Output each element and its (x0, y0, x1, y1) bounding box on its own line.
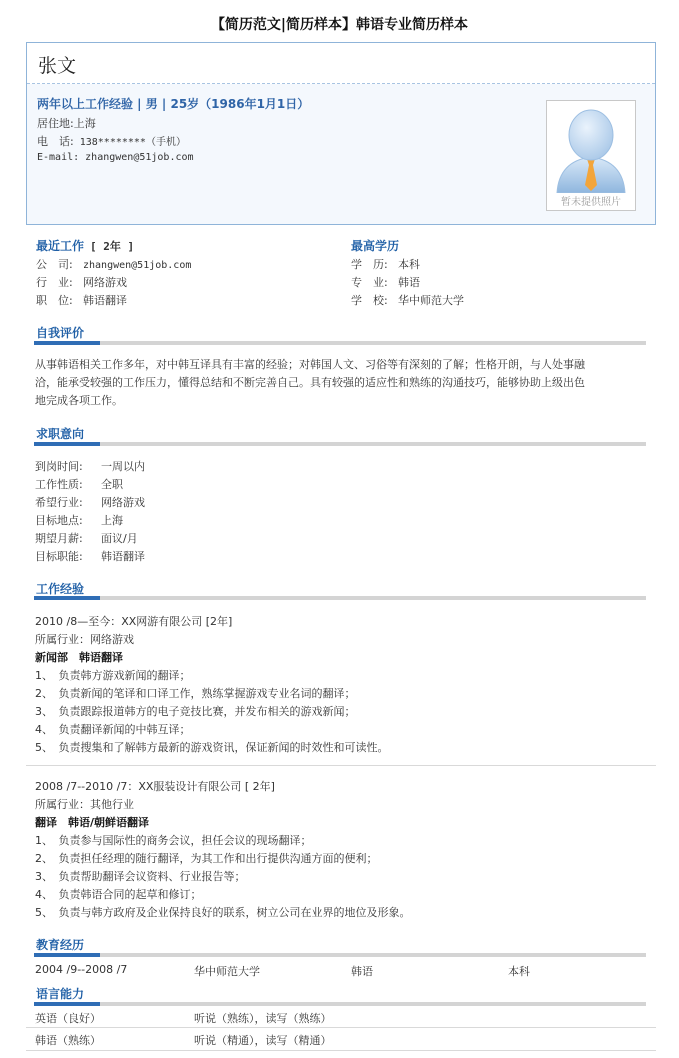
profile-summary: 两年以上工作经验 | 男 | 25岁（1986年1月1日） (37, 97, 310, 111)
residence-value: 上海 (73, 117, 96, 130)
job-duty: 5、 负责与韩方政府及企业保持良好的联系，树立公司在业界的地位及形象。 (35, 906, 411, 919)
language-name: 韩语（熟练） (35, 1034, 101, 1047)
job-duty: 4、 负责翻译新闻的中韩互译； (35, 723, 191, 736)
phone-label: 电 话: (37, 135, 74, 148)
intent-row: 目标地点: 上海 (35, 514, 123, 527)
section-divider (34, 442, 646, 446)
recent-work-heading: 最近工作 [ 2年 ] (36, 239, 135, 253)
job-duty: 1、 负责参与国际性的商务会议，担任会议的现场翻译； (35, 834, 312, 847)
job-department: 翻译 韩语/朝鲜语翻译 (35, 816, 150, 829)
language-skill: 听说（精通），读写（精通） (194, 1034, 332, 1047)
section-divider (34, 1002, 646, 1006)
school-row: 学 校: 华中师范大学 (351, 294, 464, 307)
highest-education-heading: 最高学历 (351, 239, 400, 253)
job-intent-heading: 求职意向 (36, 427, 85, 441)
intent-row: 希望行业: 网络游戏 (35, 496, 145, 509)
major-row: 专 业: 韩语 (351, 276, 420, 289)
photo-caption: 暂未提供照片 (561, 197, 621, 208)
profile-photo-placeholder (546, 100, 636, 211)
candidate-name: 张文 (38, 55, 77, 77)
job-period: 2008 /7--2010 /7：XX服装设计有限公司 [ 2年] (35, 780, 275, 793)
job-duty: 4、 负责韩语合同的起草和修订； (35, 888, 202, 901)
profile-card (26, 42, 656, 225)
section-divider (34, 953, 646, 957)
language-separator (26, 1050, 656, 1051)
section-divider (34, 341, 646, 345)
language-heading: 语言能力 (36, 987, 85, 1001)
edu-period: 2004 /9--2008 /7 (35, 963, 128, 976)
job-duty: 3、 负责帮助翻译会议资料、行业报告等； (35, 870, 246, 883)
edu-major: 韩语 (351, 965, 373, 978)
recent-position-row: 职 位: 韩语翻译 (36, 294, 127, 307)
intent-row: 目标职能: 韩语翻译 (35, 550, 145, 563)
job-duty: 5、 负责搜集和了解韩方最新的游戏资讯，保证新闻的时效性和可读性。 (35, 741, 389, 754)
language-separator (26, 1027, 656, 1028)
email-value[interactable]: zhangwen@51job.com (85, 152, 194, 163)
phone-row (37, 133, 186, 149)
work-exp-heading: 工作经验 (36, 582, 85, 596)
email-row (37, 152, 194, 163)
phone-value: 138********（手机） (79, 137, 186, 148)
job-department: 新闻部 韩语翻译 (35, 651, 123, 664)
profile-header (27, 43, 655, 84)
page-title: 【简历范文|简历样本】韩语专业简历样本 (210, 17, 469, 33)
degree-row: 学 历: 本科 (351, 258, 420, 271)
job-duty: 2、 负责担任经理的随行翻译，为其工作和出行提供沟通方面的便利； (35, 852, 378, 865)
job-period: 2010 /8—至今：XX网游有限公司 [2年] (35, 615, 233, 628)
language-skill: 听说（熟练），读写（熟练） (194, 1012, 332, 1025)
recent-industry-row: 行 业: 网络游戏 (36, 276, 127, 289)
job-duty: 3、 负责跟踪报道韩方的电子竞技比赛，并发布相关的游戏新闻； (35, 705, 356, 718)
recent-company-row: 公 司: zhangwen@51job.com (36, 258, 192, 271)
job-industry: 所属行业：网络游戏 (35, 633, 134, 646)
self-eval-heading: 自我评价 (36, 326, 85, 340)
edu-school: 华中师范大学 (194, 965, 260, 978)
self-eval-line: 洽，能承受较强的工作压力，懂得总结和不断完善自己。具有较强的适应性和熟练的沟通技巧，能够协助上级出色 (35, 376, 585, 389)
job-duty: 1、 负责韩方游戏新闻的翻译； (35, 669, 191, 682)
job-separator (26, 765, 656, 766)
edu-degree: 本科 (508, 965, 530, 978)
job-industry: 所属行业：其他行业 (35, 798, 134, 811)
job-duty: 2、 负责新闻的笔译和口译工作，熟练掌握游戏专业名词的翻译； (35, 687, 356, 700)
language-name: 英语（良好） (35, 1012, 101, 1025)
avatar-icon (547, 101, 635, 193)
email-label: E-mail: (37, 152, 80, 163)
residence-row (37, 115, 96, 131)
section-divider (34, 596, 646, 600)
intent-row: 到岗时间: 一周以内 (35, 460, 145, 473)
intent-row: 期望月薪: 面议/月 (35, 532, 138, 545)
education-heading: 教育经历 (36, 938, 85, 952)
self-eval-line: 地完成各项工作。 (35, 394, 123, 407)
self-eval-line: 从事韩语相关工作多年，对中韩互译具有丰富的经验；对韩国人文、习俗等有深刻的了解；性格开朗，与人处事融 (35, 358, 585, 371)
intent-row: 工作性质: 全职 (35, 478, 123, 491)
residence-label: 居住地: (37, 117, 74, 130)
